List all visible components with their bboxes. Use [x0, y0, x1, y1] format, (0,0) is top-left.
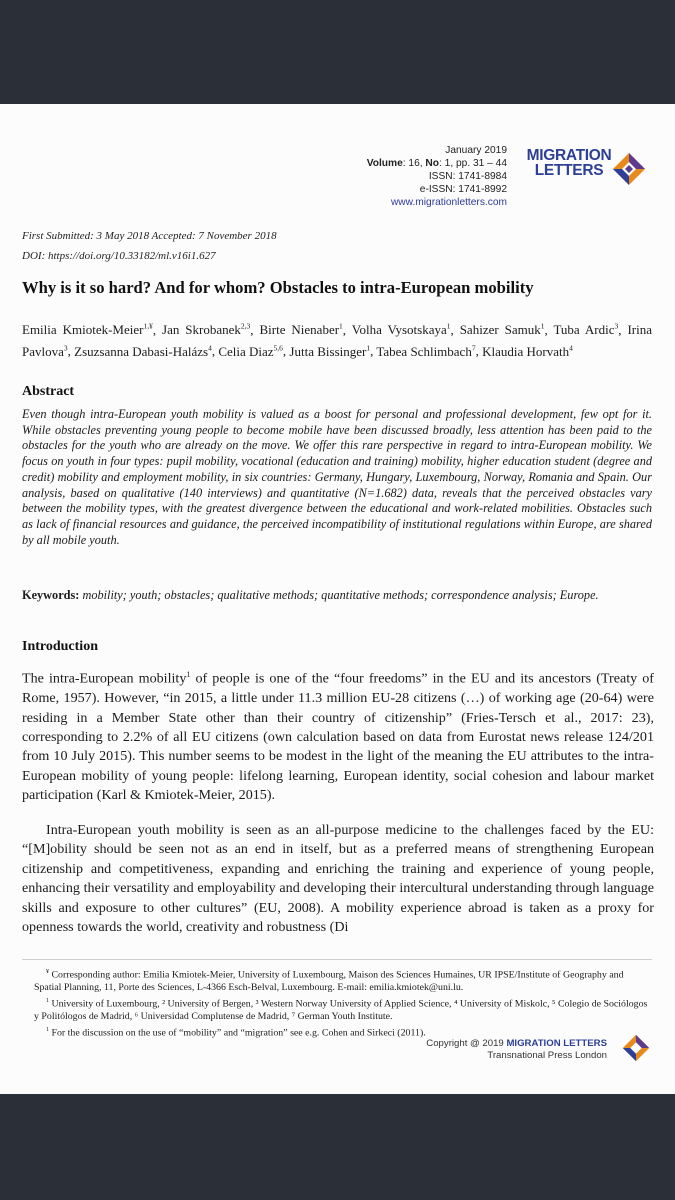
article-title: Why is it so hard? And for whom? Obstacles to intra-European mobility [22, 278, 534, 297]
volume-line: Volume: 16, No: 1, pp. 31 – 44 [366, 158, 507, 169]
author-affiliation-mark: 1 [339, 322, 343, 331]
author [553, 322, 618, 337]
footnote-ref-1[interactable]: 1 [186, 670, 191, 679]
document-page [0, 104, 675, 1094]
author-list: Emilia Kmiotek-Meier$^{1,¥}$, Jan Skrobanek$^{2,3}$, Birte Nienaber$^1$, Volha Vysotskaya$^1$, Sahizer Samuk$^1$, Tuba Ardic$^3$, Irina Pavlova$^3$, Zsuzsanna Dabasi-Halázs$^4$, Celia Diaz$^{5,6}$, Jutta Bissinger$^1$, Tabea Schlimbach$^7$, Klaudia Horvath$^4$ [22, 322, 652, 359]
author-affiliation-mark: 4 [208, 343, 212, 353]
issue-date: January 2019 [445, 145, 507, 156]
author-name: Jutta Bissinger [289, 343, 367, 359]
author-affiliation-mark: 4 [569, 343, 573, 353]
author [74, 344, 212, 359]
copyright-notice: Copyright @ 2019 MIGRATION LETTERS Transnational Press London [426, 1038, 607, 1061]
migration-letters-logo [516, 148, 656, 198]
footnote-affiliations: $^1$ University of Luxembourg, ² University of Bergen, ³ Western Norway University of Applied Science, ⁴ University of Miskolc, ⁵ Colegio de Sociólogos y Politólogos de Madrid, ⁶ Universidad Complutense de Madrid, ⁷ German Youth Institute. [34, 997, 648, 1022]
author [259, 322, 342, 337]
author-name: Klaudia Horvath [482, 343, 570, 359]
author-name: Tabea Schlimbach [376, 343, 472, 359]
author-affiliation-mark: 1 [540, 322, 545, 331]
keywords-label: Keywords: [22, 588, 80, 602]
author [289, 344, 370, 359]
author [218, 344, 283, 359]
intro-paragraph-2: Intra-European youth mobility is seen as an all-purpose medicine to the challenges faced by the EU: “[M]obility should be seen not as an end in itself, but as a preferred means of strengthening European citizenship and competitiveness, expanding and enriching the training and experience of young people, enhancing their versatility and employability and developing their intercultural understanding through language skills and exposure to other cultures” (EU, 2008). A mobility experience abroad is taken as a proxy for openness towards the world, creativity and robustness (Di [22, 822, 654, 936]
top-dark-band [0, 0, 675, 104]
footnote-mobility: $^1$ For the discussion on the use of “mobility” and “migration” see e.g. Cohen and Sirkeci (2011). [46, 1026, 426, 1039]
author-name: Zsuzsanna Dabasi-Halázs [74, 343, 209, 359]
author-affiliation-mark: 5,6 [273, 343, 283, 353]
keywords-text: mobility; youth; obstacles; qualitative methods; quantitative methods; correspondence analysis; Europe. [79, 588, 599, 602]
abstract-text: Even though intra-European youth mobility is valued as a boost for personal and professional development, few opt for it. While obstacles preventing young people to become mobile have been discussed broadly, less attention has been paid to the obstacles for the youth who are already on the move. We offer this rare perspective in regard to intra-European mobility. We focus on youth in four types: pupil mobility, vocational (education and training) mobility, higher education student (degree and credit) mobility and employment mobility, in six countries: Germany, Hungary, Luxembourg, Norway, Romania and Spain. Our analysis, based on qualitative (140 interviews) and quantitative (N=1.682) data, reveals that the perceived obstacles vary between the mobility types, with the greatest divergence between the educational and work-related mobilities. Obstacles such as lack of financial resources and guidance, the perceived incompatibility of institutional regulations within Europe, are shared by all mobile youth. [22, 407, 652, 547]
author [482, 344, 573, 359]
author-name: Jan Skrobanek [162, 322, 241, 338]
author-affiliation-mark: 1,¥ [143, 322, 153, 331]
logo-text-line2: LETTERS [534, 162, 604, 179]
author-name: Emilia Kmiotek-Meier [22, 322, 144, 338]
footnotes [22, 966, 652, 1040]
author-name: Volha Vysotskaya [351, 322, 447, 338]
author [22, 322, 153, 337]
author [162, 322, 250, 337]
author [376, 344, 475, 359]
author-name: Birte Nienaber [259, 322, 340, 338]
introduction-heading: Introduction [22, 639, 98, 654]
small-logo-diamond-icon [622, 1034, 650, 1062]
issn: ISSN: 1741-8984 [428, 171, 507, 182]
author-affiliation-mark: 1 [446, 322, 451, 331]
author-affiliation-mark: 7 [471, 343, 476, 353]
logo-diamond-icon [612, 152, 646, 186]
author [460, 322, 545, 337]
author-affiliation-mark: 2,3 [240, 322, 251, 331]
journal-header-info [367, 144, 507, 209]
author-name: Sahizer Samuk [459, 322, 541, 338]
author-name: Celia Diaz [218, 343, 274, 359]
logo-text-line1: MIGRATION [526, 147, 612, 164]
bottom-dark-band [0, 1094, 675, 1200]
author-affiliation-mark: 3 [63, 343, 68, 353]
abstract-heading: Abstract [22, 384, 75, 399]
author-name: Irina Pavlova [22, 322, 652, 359]
eissn: e-ISSN: 1741-8992 [419, 184, 507, 195]
author-affiliation-mark: 3 [614, 322, 619, 331]
copyright-brand: MIGRATION LETTERS [506, 1038, 607, 1049]
footnote-corresponding-author: ¥ Corresponding author: Emilia Kmiotek-Meier, University of Luxembourg, Maison des Sciences Humaines, UR IPSE/Institute of Geography and Spatial Planning, 11, Porte des Sciences, L-4366 Esch-Belval, Luxembourg. E-mail: emilia.kmiotek@uni.lu. [34, 969, 624, 994]
footnote-divider [22, 959, 652, 960]
publisher: Transnational Press London [487, 1050, 607, 1061]
submission-dates: First Submitted: 3 May 2018 Accepted: 7 November 2018 [22, 230, 277, 242]
keywords [22, 588, 652, 604]
author-name: Tuba Ardic [553, 322, 615, 338]
journal-url-link[interactable]: www.migrationletters.com [390, 197, 507, 208]
doi-link[interactable]: DOI: https://doi.org/10.33182/ml.v16i1.627 [22, 250, 216, 262]
author [352, 322, 451, 337]
author-affiliation-mark: 1 [366, 343, 371, 353]
intro-paragraph-1: The intra-European mobility$^1$ of people is one of the “four freedoms” in the EU and its ancestors (Treaty of Rome, 1957). However, “in 2015, a little under 11.3 million EU-28 citizens (…) of working age (20-64) were residing in a Member State other than their country of citizenship” (Fries-Tersch et al., 2017: 23), corresponding to 2.2% of all EU citizens (own calculation based on data from Eurostat news release 124/201 from 10 July 2015). This number seems to be modest in the light of the meaning the EU attributes to the intra-European mobility of young people: lifelong learning, European identity, social cohesion and labour market participation (Karl & Kmiotek-Meier, 2015). [22, 670, 654, 804]
